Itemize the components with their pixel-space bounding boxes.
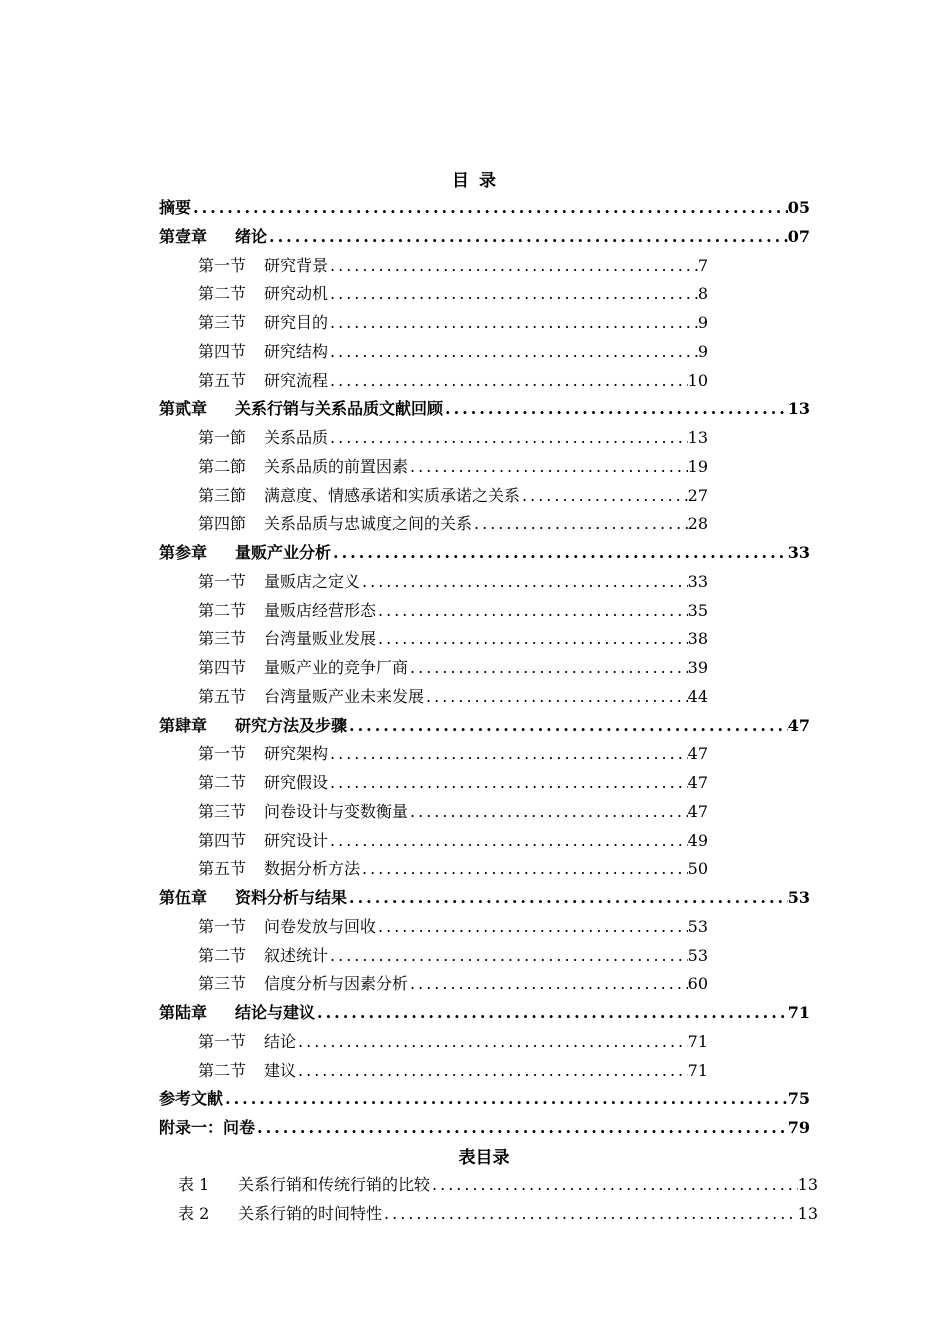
toc-chapter-entry[interactable] — [159, 223, 810, 251]
dot-leader — [408, 654, 688, 682]
dot-leader — [328, 338, 698, 366]
entry-number: 第三节 — [198, 313, 247, 332]
entry-number: 第五节 — [198, 686, 247, 706]
entry-number: 第二节 — [198, 945, 247, 965]
page-number: 10 — [687, 370, 708, 390]
entry-title: 关系行销和传统行销的比较 — [238, 1175, 431, 1194]
entry-number: 第四节 — [198, 341, 247, 361]
page-number: 38 — [687, 629, 708, 649]
entry-title: 研究设计 — [264, 830, 329, 850]
entry-title: 绪论 — [235, 226, 268, 246]
toc-chapter-entry[interactable] — [159, 539, 810, 567]
dot-leader — [382, 1200, 798, 1228]
dot-leader — [223, 1085, 788, 1113]
page-number: 71 — [787, 1003, 810, 1022]
entry-number: 第壹章 — [159, 226, 208, 246]
entry-title: 研究目的 — [264, 313, 329, 332]
entry-title: 关系品质 — [264, 428, 329, 447]
entry-number: 第二节 — [198, 600, 247, 620]
dot-leader — [328, 769, 688, 797]
entry-title: 量贩店经营形态 — [264, 600, 377, 620]
dot-leader — [408, 798, 688, 826]
toc-section-entry[interactable] — [198, 827, 708, 855]
page-number: 9 — [697, 341, 708, 361]
page-number: 33 — [787, 543, 810, 562]
dot-leader — [472, 510, 688, 538]
toc-chapter-entry[interactable] — [159, 712, 810, 740]
toc-section-entry[interactable] — [198, 280, 708, 308]
entry-number: 第一节 — [198, 1031, 247, 1051]
dot-leader — [430, 1171, 798, 1199]
dot-leader — [360, 568, 688, 596]
entry-title: 附录一：问卷 — [159, 1118, 256, 1137]
entry-title: 研究动机 — [264, 284, 329, 304]
dot-leader — [255, 1114, 788, 1142]
toc-section-entry[interactable] — [198, 942, 708, 970]
dot-leader — [376, 597, 688, 625]
page-number: 60 — [687, 974, 708, 994]
dot-leader — [296, 1028, 688, 1056]
entry-title: 建议 — [264, 1060, 297, 1080]
entry-number: 第二節 — [198, 456, 247, 476]
entry-title: 台湾量贩业发展 — [264, 629, 377, 649]
entry-number: 第四节 — [198, 830, 247, 850]
entry-title: 参考文献 — [159, 1089, 224, 1109]
toc-chapter-entry[interactable] — [159, 395, 810, 423]
dot-leader — [347, 884, 788, 912]
dot-leader — [328, 827, 688, 855]
entry-title: 关系行销与关系品质文献回顾 — [235, 399, 444, 419]
toc-section-entry[interactable] — [198, 309, 708, 337]
toc-chapter-entry[interactable] — [159, 999, 810, 1027]
entry-title: 研究结构 — [264, 341, 329, 361]
dot-leader — [376, 625, 688, 653]
dot-leader — [408, 970, 688, 998]
entry-number: 第一节 — [198, 255, 247, 275]
page-number: 13 — [797, 1203, 818, 1223]
entry-title: 问卷发放与回收 — [264, 916, 377, 936]
toc-chapter-entry[interactable] — [159, 1114, 810, 1142]
toc-chapter-entry[interactable] — [159, 884, 810, 912]
entry-title: 研究方法及步骤 — [235, 715, 348, 735]
entry-number: 第参章 — [159, 543, 208, 562]
entry-title: 关系品质与忠诚度之间的关系 — [264, 514, 473, 534]
dot-leader — [328, 367, 688, 395]
entry-title: 研究假设 — [264, 773, 329, 792]
page-number: 71 — [687, 1031, 708, 1051]
dot-leader — [328, 942, 688, 970]
entry-title: 叙述统计 — [264, 945, 329, 965]
entry-number: 第四节 — [198, 658, 247, 677]
entry-number: 第三節 — [198, 485, 247, 505]
toc-section-entry[interactable] — [198, 913, 708, 941]
toc-section-entry[interactable] — [198, 654, 708, 682]
dot-leader — [360, 855, 688, 883]
entry-number: 第三节 — [198, 801, 247, 821]
entry-title: 问卷设计与变数衡量 — [264, 801, 409, 821]
page-number: 07 — [787, 226, 810, 246]
entry-title: 信度分析与因素分析 — [264, 974, 409, 994]
entry-number: 第贰章 — [159, 399, 208, 419]
dot-leader — [408, 453, 688, 481]
entry-title: 量贩产业的竞争厂商 — [264, 658, 409, 677]
toc-section-entry[interactable] — [198, 367, 708, 395]
toc-section-entry[interactable] — [198, 424, 708, 452]
page-number: 47 — [787, 715, 810, 735]
toc-section-entry[interactable] — [198, 1057, 708, 1085]
entry-title: 满意度、情感承诺和实质承诺之关系 — [264, 485, 521, 505]
dot-leader — [267, 223, 788, 251]
page-number: 13 — [687, 428, 708, 447]
entry-title: 数据分析方法 — [264, 859, 361, 879]
toc-chapter-entry[interactable] — [159, 1085, 810, 1113]
dot-leader — [443, 395, 788, 423]
page-number: 7 — [697, 255, 708, 275]
entry-number: 第一节 — [198, 571, 247, 591]
page-number: 53 — [787, 888, 810, 907]
page-number: 9 — [697, 313, 708, 332]
toc-section-entry[interactable] — [198, 970, 708, 998]
entry-title: 台湾量贩产业未来发展 — [264, 686, 425, 706]
entry-title: 摘要 — [159, 198, 192, 217]
toc-section-entry[interactable] — [198, 252, 708, 280]
entry-number: 第一节 — [198, 744, 247, 764]
page-number: 79 — [787, 1118, 810, 1137]
page-number: 47 — [687, 744, 708, 764]
dot-leader — [328, 740, 688, 768]
entry-title: 结论 — [264, 1031, 297, 1051]
dot-leader — [296, 1057, 688, 1085]
page-number: 05 — [787, 198, 810, 217]
entry-number: 第三节 — [198, 974, 247, 994]
entry-title: 关系品质的前置因素 — [264, 456, 409, 476]
entry-title: 资料分析与结果 — [235, 888, 348, 907]
entry-title: 研究架构 — [264, 744, 329, 764]
dot-leader — [520, 482, 688, 510]
page-number: 44 — [687, 686, 708, 706]
dot-leader — [328, 252, 698, 280]
dot-leader — [376, 913, 688, 941]
table-list-title: 表目录 — [458, 1148, 510, 1168]
page-number: 50 — [687, 859, 708, 879]
entry-number: 第二节 — [198, 284, 247, 304]
toc-section-entry[interactable] — [198, 1028, 708, 1056]
dot-leader — [424, 683, 688, 711]
entry-number: 第二节 — [198, 773, 247, 792]
table-list-entry[interactable] — [178, 1200, 818, 1228]
entry-title: 研究背景 — [264, 255, 329, 275]
toc-section-entry[interactable] — [198, 482, 708, 510]
page-number: 53 — [687, 945, 708, 965]
page-number: 28 — [687, 514, 708, 534]
entry-number: 第五节 — [198, 859, 247, 879]
dot-leader — [328, 309, 698, 337]
dot-leader — [331, 539, 788, 567]
entry-number: 第陆章 — [159, 1003, 208, 1022]
page-title: 目 录 — [452, 171, 498, 191]
entry-number: 第肆章 — [159, 715, 208, 735]
entry-number: 表 1 — [178, 1175, 210, 1194]
toc-section-entry[interactable] — [198, 597, 708, 625]
entry-number: 第一節 — [198, 428, 247, 447]
page-number: 53 — [687, 916, 708, 936]
page-number: 13 — [797, 1175, 818, 1194]
entry-title: 量贩店之定义 — [264, 571, 361, 591]
page-number: 33 — [687, 571, 708, 591]
page-number: 19 — [687, 456, 708, 476]
page-number: 71 — [687, 1060, 708, 1080]
page-number: 75 — [787, 1089, 810, 1109]
entry-title: 结论与建议 — [235, 1003, 316, 1022]
toc-section-entry[interactable] — [198, 798, 708, 826]
entry-number: 第一节 — [198, 916, 247, 936]
toc-section-entry[interactable] — [198, 740, 708, 768]
entry-number: 第伍章 — [159, 888, 208, 907]
entry-title: 研究流程 — [264, 370, 329, 390]
entry-number: 第四節 — [198, 514, 247, 534]
page-number: 47 — [687, 801, 708, 821]
entry-number: 第二节 — [198, 1060, 247, 1080]
entry-number: 第五节 — [198, 370, 247, 390]
page-number: 47 — [687, 773, 708, 792]
entry-number: 第三节 — [198, 629, 247, 649]
dot-leader — [347, 712, 788, 740]
entry-number: 表 2 — [178, 1203, 210, 1223]
toc-section-entry[interactable] — [198, 683, 708, 711]
dot-leader — [191, 194, 788, 222]
page-number: 8 — [697, 284, 708, 304]
entry-title: 关系行销的时间特性 — [238, 1203, 383, 1223]
toc-section-entry[interactable] — [198, 769, 708, 797]
toc-section-entry[interactable] — [198, 568, 708, 596]
table-list-entry[interactable] — [178, 1171, 818, 1199]
page-number: 27 — [687, 485, 708, 505]
dot-leader — [315, 999, 788, 1027]
dot-leader — [328, 424, 688, 452]
toc-chapter-entry[interactable] — [159, 194, 810, 222]
dot-leader — [328, 280, 698, 308]
page-number: 35 — [687, 600, 708, 620]
entry-title: 量贩产业分析 — [235, 543, 332, 562]
toc-section-entry[interactable] — [198, 510, 708, 538]
toc-section-entry[interactable] — [198, 855, 708, 883]
page-number: 49 — [687, 830, 708, 850]
toc-section-entry[interactable] — [198, 453, 708, 481]
page-number: 39 — [687, 658, 708, 677]
page-number: 13 — [787, 399, 810, 419]
toc-section-entry[interactable] — [198, 338, 708, 366]
toc-section-entry[interactable] — [198, 625, 708, 653]
